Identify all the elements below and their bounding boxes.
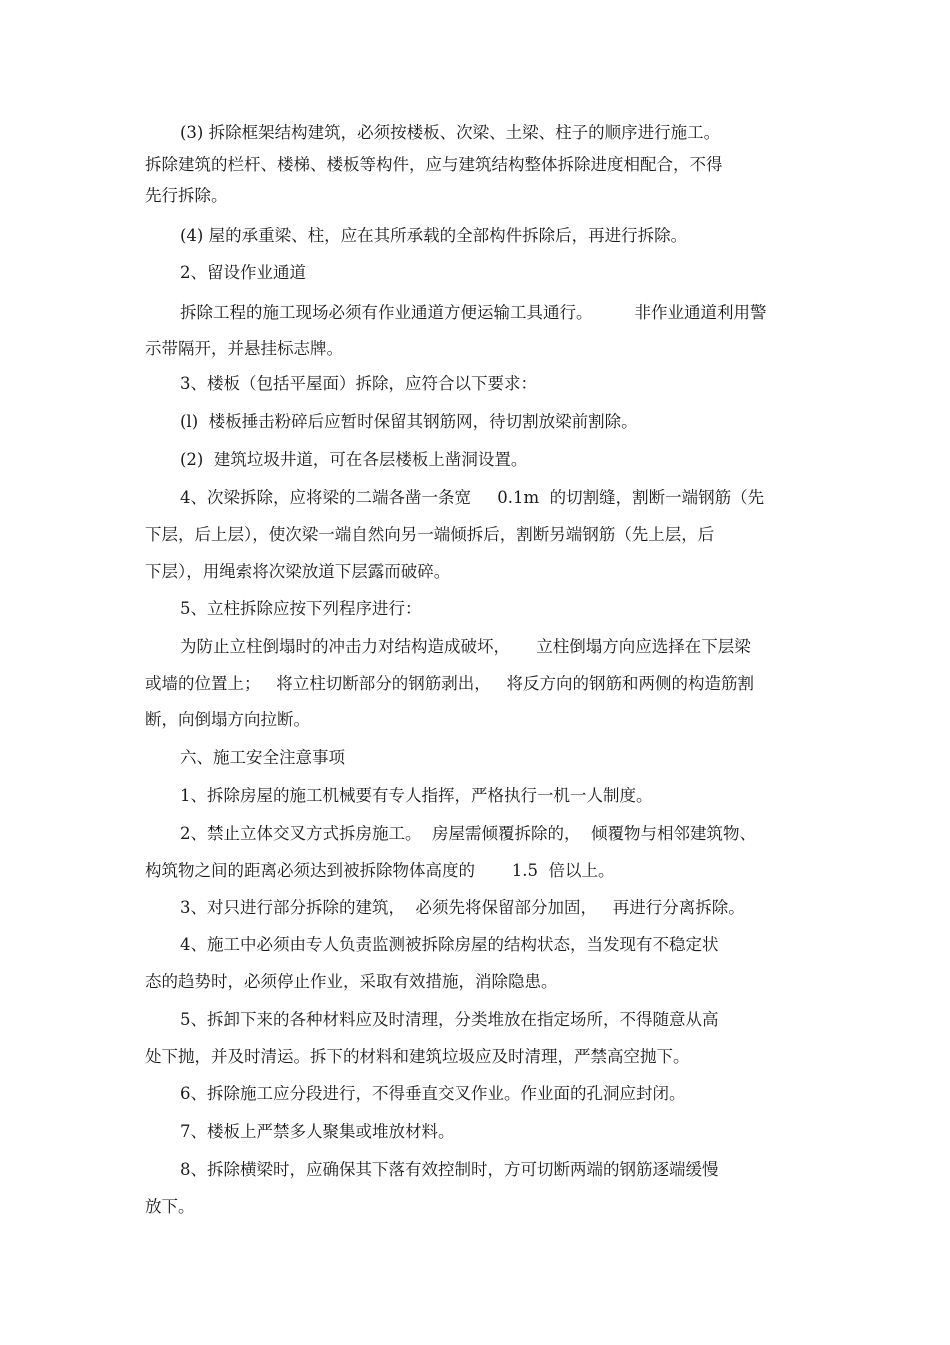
paragraph-line: 2、禁止立体交叉方式拆房施工。 房屋需倾覆拆除的， 倾覆物与相邻建筑物、 [180,824,756,843]
paragraph-line: 构筑物之间的距离必须达到被拆除物体高度的 1.5 倍以上。 [145,861,615,880]
section-heading: 2、留设作业通道 [180,263,306,282]
paragraph-line: 或墙的位置上； 将立柱切断部分的钢筋剥出， 将反方向的钢筋和两侧的构造筋割 [145,674,754,693]
paragraph-line: 处下抛，并及时清运。拆下的材料和建筑垃圾应及时清理，严禁高空抛下。 [145,1047,690,1066]
paragraph-line: 为防止立柱倒塌时的冲击力对结构造成破坏， 立柱倒塌方向应选择在下层梁 [180,637,751,656]
paragraph-line: 3、对只进行部分拆除的建筑， 必须先将保留部分加固， 再进行分离拆除。 [180,898,745,917]
paragraph-line: 下层），用绳索将次梁放道下层露而破碎。 [145,562,451,581]
paragraph-line: 拆除工程的施工现场必须有作业通道方便运输工具通行。 非作业通道利用警 [180,303,767,322]
paragraph-line: 7、楼板上严禁多人聚集或堆放材料。 [180,1122,455,1141]
section-heading: 3、楼板（包括平屋面）拆除，应符合以下要求： [180,374,537,393]
paragraph-line: 先行拆除。 [145,186,228,205]
paragraph-line: (2) 建筑垃圾井道，可在各层楼板上凿洞设置。 [180,450,528,469]
paragraph-line: 6、拆除施工应分段进行，不得垂直交叉作业。作业面的孔洞应封闭。 [180,1084,686,1103]
paragraph-line: (l) 楼板捶击粉碎后应暂时保留其钢筋网，待切割放梁前割除。 [180,412,638,431]
section-heading: 六、施工安全注意事项 [180,748,345,767]
paragraph-line: 态的趋势时，必须停止作业，采取有效措施，消除隐患。 [145,972,558,991]
paragraph-line: (4) 屋的承重梁、柱，应在其所承载的全部构件拆除后，再进行拆除。 [180,226,688,245]
paragraph-line: 放下。 [145,1197,195,1216]
paragraph-line: (3) 拆除框架结构建筑，必须按楼板、次梁、土梁、柱子的顺序进行施工。 [180,123,721,142]
paragraph-line: 示带隔开，并悬挂标志牌。 [145,339,343,358]
paragraph-line: 5、拆卸下来的各种材料应及时清理，分类堆放在指定场所，不得随意从高 [180,1010,719,1029]
paragraph-line: 1、拆除房屋的施工机械要有专人指挥，严格执行一机一人制度。 [180,786,653,805]
section-heading: 5、立柱拆除应按下列程序进行： [180,599,422,618]
paragraph-line: 4、施工中必须由专人负责监测被拆除房屋的结构状态，当发现有不稳定状 [180,935,719,954]
paragraph-line: 拆除建筑的栏杆、楼梯、楼板等构件，应与建筑结构整体拆除进度相配合，不得 [145,155,723,174]
paragraph-line: 4、次梁拆除，应将梁的二端各凿一条宽 0.1m 的切割缝，割断一端钢筋（先 [180,488,765,507]
paragraph-line: 8、拆除横梁时，应确保其下落有效控制时，方可切断两端的钢筋逐端缓慢 [180,1160,719,1179]
paragraph-line: 下层，后上层），使次梁一端自然向另一端倾拆后，割断另端钢筋（先上层，后 [145,525,715,544]
paragraph-line: 断，向倒塌方向拉断。 [145,710,310,729]
